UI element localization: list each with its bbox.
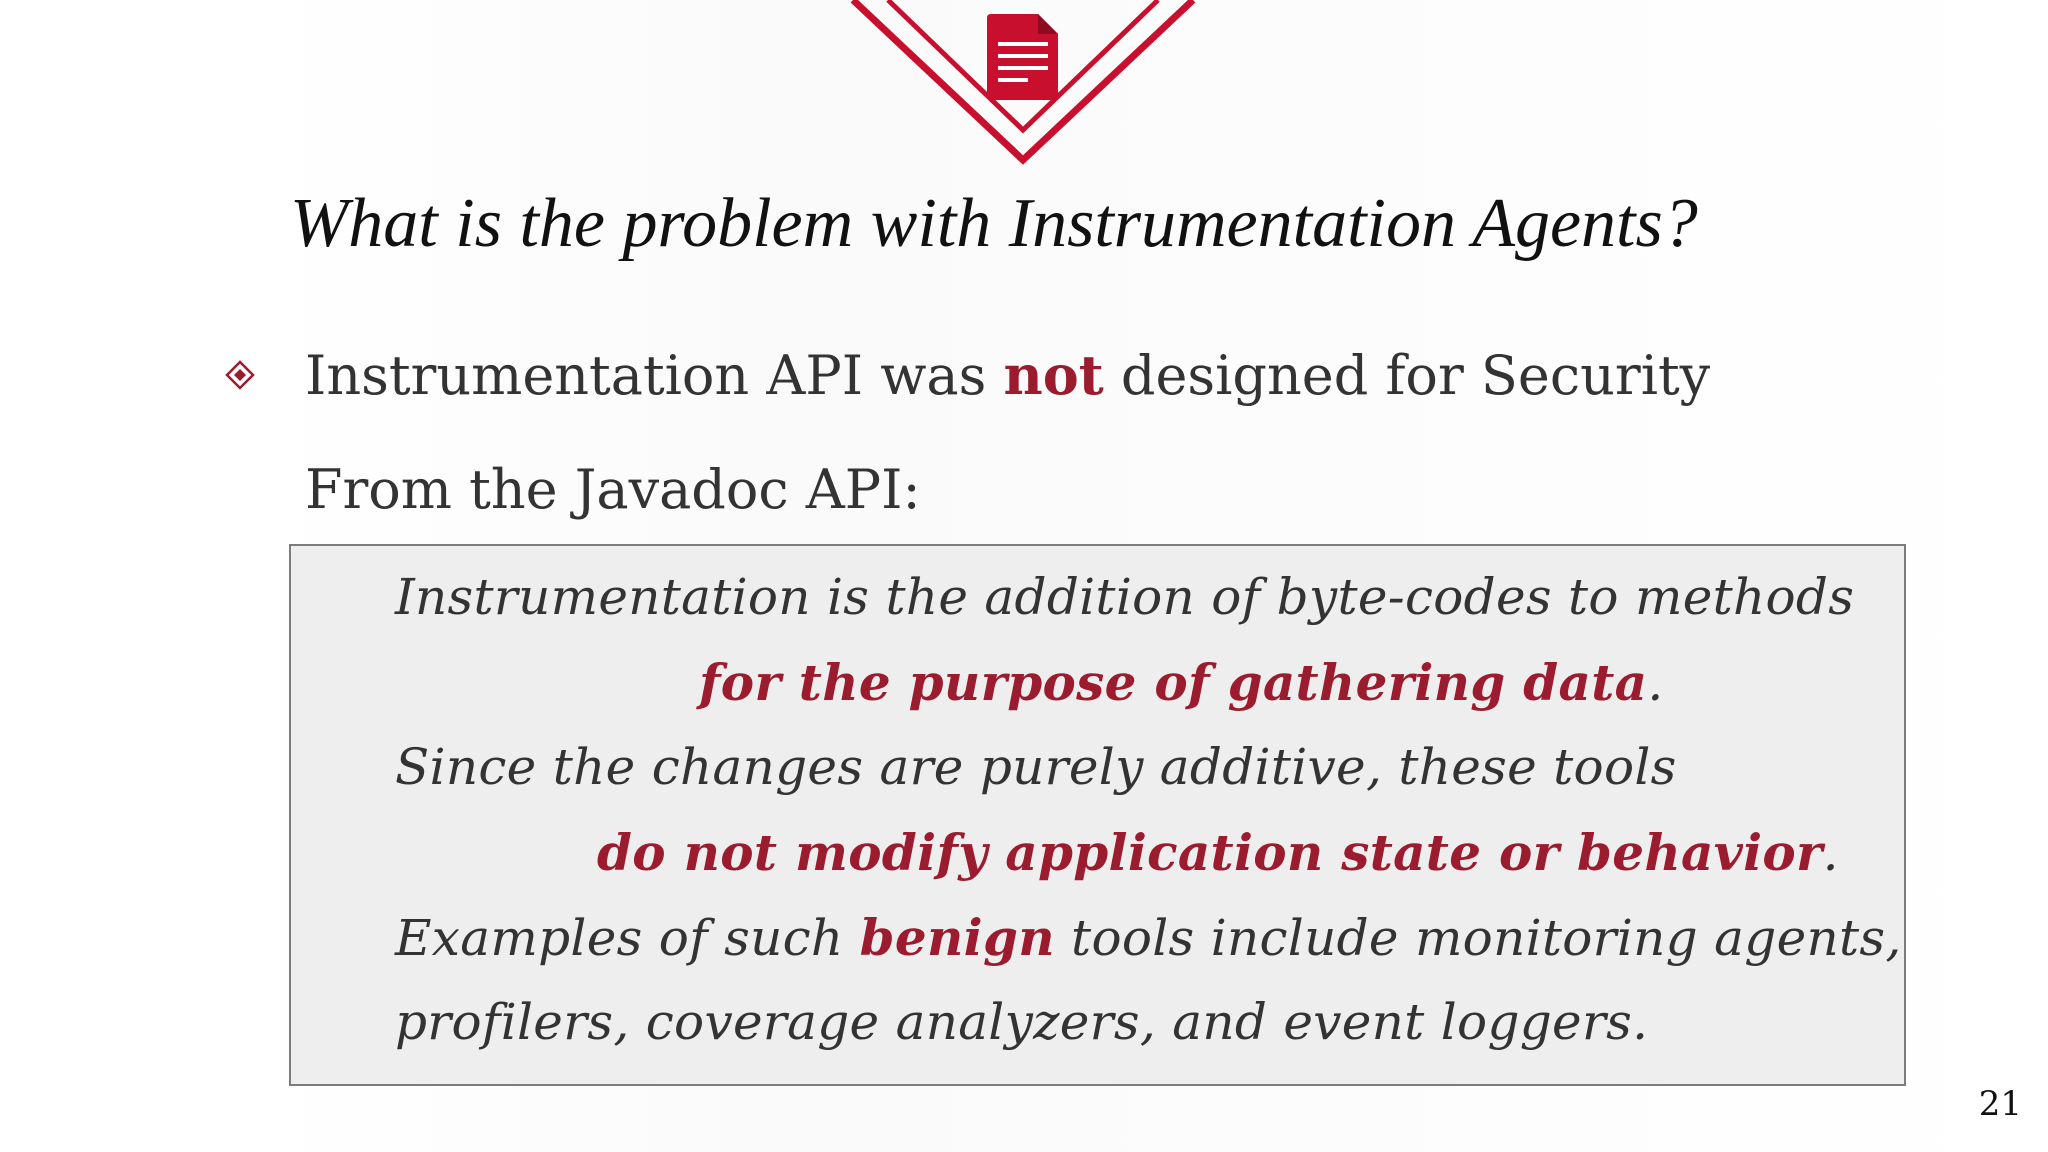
quote-line-text: tools include monitoring agents, (1054, 909, 1902, 967)
quote-line-4 (597, 823, 1839, 882)
quote-line-text: . (1647, 654, 1664, 712)
quote-line-2 (699, 653, 1664, 712)
document-icon (987, 14, 1058, 100)
quote-highlight: benign (859, 908, 1055, 967)
quote-line-text: Instrumentation is the addition of byte-codes to methods (395, 568, 1855, 626)
bullet-text-before: Instrumentation API was (305, 344, 1004, 407)
javadoc-intro: From the Javadoc API: (305, 458, 921, 521)
header-emblem (848, 0, 1198, 170)
bullet-text (305, 343, 1710, 407)
quote-line-3 (395, 738, 1677, 796)
quote-highlight: for the purpose of gathering data (699, 653, 1648, 712)
quote-line-text: profilers, coverage analyzers, and event loggers. (395, 993, 1649, 1051)
quote-line-text: Examples of such (395, 909, 860, 967)
quote-line-6 (395, 993, 1648, 1051)
bullet-emphasis: not (1003, 343, 1104, 407)
slide-title: What is the problem with Instrumentation Agents? (290, 185, 1698, 262)
quote-line-1 (395, 568, 1854, 626)
page-number: 21 (1978, 1084, 2022, 1124)
javadoc-quote-box (289, 544, 1906, 1086)
quote-line-5 (395, 908, 1902, 967)
bullet-text-after: designed for Security (1103, 344, 1711, 407)
quote-line-text: . (1822, 824, 1839, 882)
diamond-bullet-icon (225, 360, 255, 390)
quote-line-text: Since the changes are purely additive, these tools (395, 738, 1677, 796)
bullet-item (225, 340, 1710, 410)
quote-highlight: do not modify application state or behavior (597, 823, 1823, 882)
